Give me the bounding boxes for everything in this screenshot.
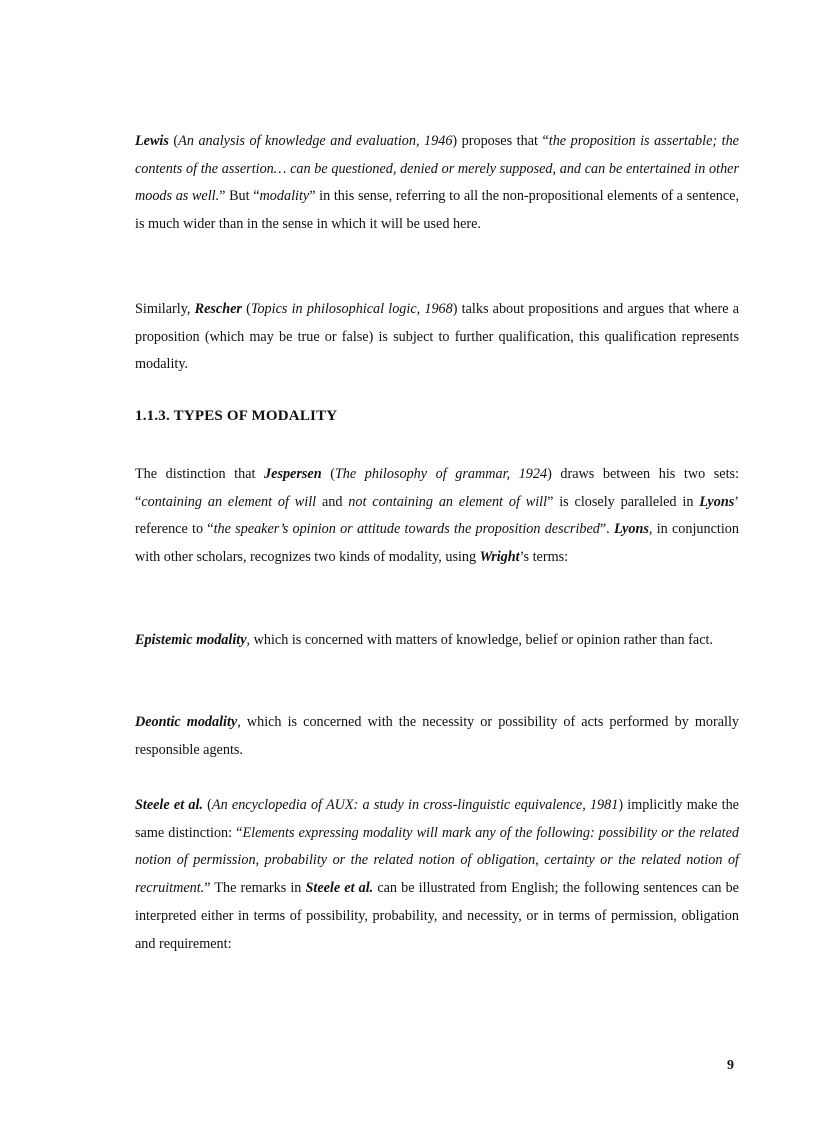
author-name: Wright — [479, 549, 520, 566]
work-title: Topics in philosophical logic, 1968 — [250, 301, 453, 317]
paragraph-rescher — [135, 296, 739, 379]
text: can be illustrated from English; the following sentences can be interpreted either in terms of possibility, probability, and necessity, or in terms of permission, obligation and requirement: — [135, 880, 739, 952]
section-heading: 1.1.3. TYPES OF MODALITY — [135, 408, 338, 424]
text: The distinction that — [135, 466, 265, 482]
text: ( — [241, 301, 251, 317]
quotation: the proposition is assertable; the contents of the assertion… can be questioned, denied or merely supposed, and can be entertained in other moods as well. — [135, 133, 739, 205]
text: ( — [168, 133, 179, 149]
text: ”. — [599, 521, 614, 538]
quotation: the speaker’s opinion or attitude towards the proposition described — [213, 521, 600, 538]
text: ’s terms: — [519, 549, 569, 566]
quotation: Elements expressing modality will mark any of the following: possibility or the related notion of permission, probability or the related notion of obligation, certainty or the related notion of recruitment. — [135, 824, 739, 897]
text: ) talks about propositions and argues that where a proposition (which may be true or false) is subject to further qualification, this qualification represents modality. — [135, 301, 739, 373]
text: ” is closely paralleled in — [547, 493, 700, 510]
text: , which is concerned with matters of knowledge, belief or opinion rather than fact. — [246, 632, 713, 648]
author-name: Jespersen — [264, 466, 322, 482]
text: ( — [321, 466, 335, 482]
paragraph-jespersen — [135, 461, 739, 572]
text: Similarly, — [135, 301, 195, 317]
author-name: Lewis — [135, 133, 169, 149]
text: ” The remarks in — [204, 880, 306, 897]
work-title: The philosophy of grammar, 1924 — [334, 466, 548, 482]
text: ( — [202, 797, 212, 813]
author-name: Rescher — [194, 301, 242, 317]
author-name: Lyons — [613, 521, 649, 538]
quotation: containing an element of will — [141, 493, 317, 510]
text: ) implicitly make the same distinction: “ — [135, 797, 739, 841]
text: ’ reference to “ — [135, 493, 739, 538]
paragraph-steele — [135, 792, 739, 958]
text: , in conjunction with other scholars, recognizes two kinds of modality, using — [135, 521, 739, 566]
term: Epistemic modality — [135, 632, 247, 648]
text: and — [316, 493, 349, 510]
author-name: Lyons — [699, 493, 735, 510]
paragraph-deontic — [135, 709, 739, 764]
page-number: 9 — [727, 1058, 734, 1073]
text: ) draws between his two sets: “ — [135, 466, 740, 510]
term: modality — [259, 188, 310, 205]
paragraph-epistemic — [135, 627, 739, 655]
text: , which is concerned with the necessity or possibility of acts performed by morally responsible agents. — [135, 714, 739, 758]
text: ” in this sense, referring to all the non-propositional elements of a sentence, is much wider than in the sense in which it will be used here. — [135, 188, 740, 233]
quotation: not containing an element of will — [348, 493, 548, 510]
term: Deontic modality — [135, 714, 238, 730]
author-name: Steele et al. — [135, 797, 203, 813]
work-title: An encyclopedia of AUX: a study in cross-linguistic equivalence, 1981 — [211, 797, 619, 813]
paragraph-lewis — [135, 128, 739, 239]
text: ” But “ — [219, 188, 260, 205]
text: ) proposes that “ — [452, 133, 549, 149]
work-title: An analysis of knowledge and evaluation, 1946 — [178, 133, 453, 149]
author-name: Steele et al. — [305, 880, 374, 897]
